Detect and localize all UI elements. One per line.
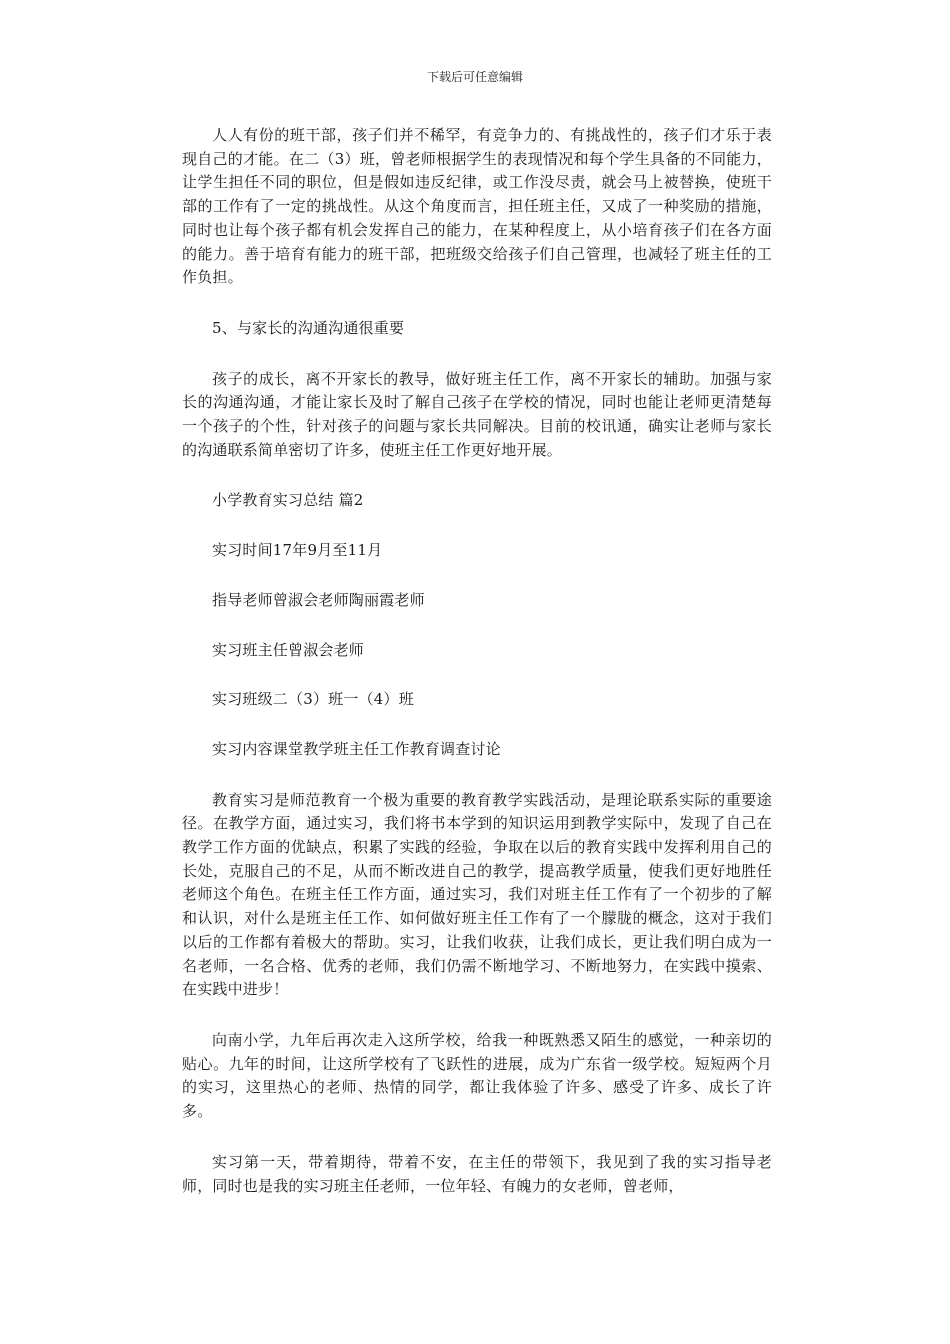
- page-header: 下载后可任意编辑: [426, 70, 523, 84]
- document-body: [182, 124, 772, 1198]
- paragraph-class-cadres: 人人有份的班干部，孩子们并不稀罕，有竞争力的、有挑战性的，孩子们才乐于表现自己的才能。在二（3）班，曾老师根据学生的表现情况和每个学生具备的不同能力，让学生担任不同的职位，但是假如违反纪律，或工作没尽责，就会马上被替换，使班干部的工作有了一定的挑战性。从这个角度而言，担任班主任，又成了一种奖励的措施，同时也让每个孩子都有机会发挥自己的能力，在某种程度上，从小培育孩子们在各方面的能力。善于培育有能力的班干部，把班级交给孩子们自己管理，也减轻了班主任的工作负担。: [182, 126, 772, 287]
- paragraph-education-practice: 教育实习是师范教育一个极为重要的教育教学实践活动，是理论联系实际的重要途径。在教学方面，通过实习，我们将书本学到的知识运用到教学实际中，发现了自己在教学工作方面的优缺点，积累了实践的经验，争取在以后的教育实践中发挥利用自己的长处，克服自己的不足，从而不断改进自己的教学，提高教学质量，使我们更好地胜任老师这个角色。在班主任工作方面，通过实习，我们对班主任工作有了一个初步的了解和认识，对什么是班主任工作、如何做好班主任工作有了一个朦胧的概念，这对于我们以后的工作都有着极大的帮助。实习，让我们收获，让我们成长，更让我们明白成为一名老师，一名合格、优秀的老师，我们仍需不断地学习、不断地努力，在实践中摸索、在实践中进步！: [182, 790, 772, 999]
- internship-head-teacher: 实习班主任曾淑会老师: [212, 640, 365, 659]
- paragraph-xiangnan-school: 向南小学，九年后再次走入这所学校，给我一种既熟悉又陌生的感觉，一种亲切的贴心。九年的时间，让这所学校有了飞跃性的进展，成为广东省一级学校。短短两个月的实习，这里热心的老师、热情的同学，都让我体验了许多、感受了许多、成长了许多。: [182, 1030, 772, 1121]
- paragraph-first-day: 实习第一天，带着期待，带着不安，在主任的带领下，我见到了我的实习指导老师，同时也是我的实习班主任老师，一位年轻、有魄力的女老师，曾老师，: [182, 1152, 772, 1195]
- internship-mentor: 指导老师曾淑会老师陶丽霞老师: [212, 590, 425, 609]
- internship-time: 实习时间17年9月至11月: [212, 541, 383, 560]
- internship-class: 实习班级二（3）班一（4）班: [212, 690, 414, 709]
- internship-content: 实习内容课堂教学班主任工作教育调查讨论: [212, 739, 501, 758]
- paragraph-parent-communication: 孩子的成长，离不开家长的教导，做好班主任工作，离不开家长的辅助。加强与家长的沟通沟通，才能让家长及时了解自己孩子在学校的情况，同时也能让老师更清楚每一个孩子的个性，针对孩子的问题与家长共同解决。目前的校讯通，确实让老师与家长的沟通联系简单密切了许多，使班主任工作更好地开展。: [182, 369, 772, 459]
- section-heading-parent-communication: 5、与家长的沟通沟通很重要: [212, 318, 405, 337]
- article-title: 小学教育实习总结 篇2: [212, 491, 364, 510]
